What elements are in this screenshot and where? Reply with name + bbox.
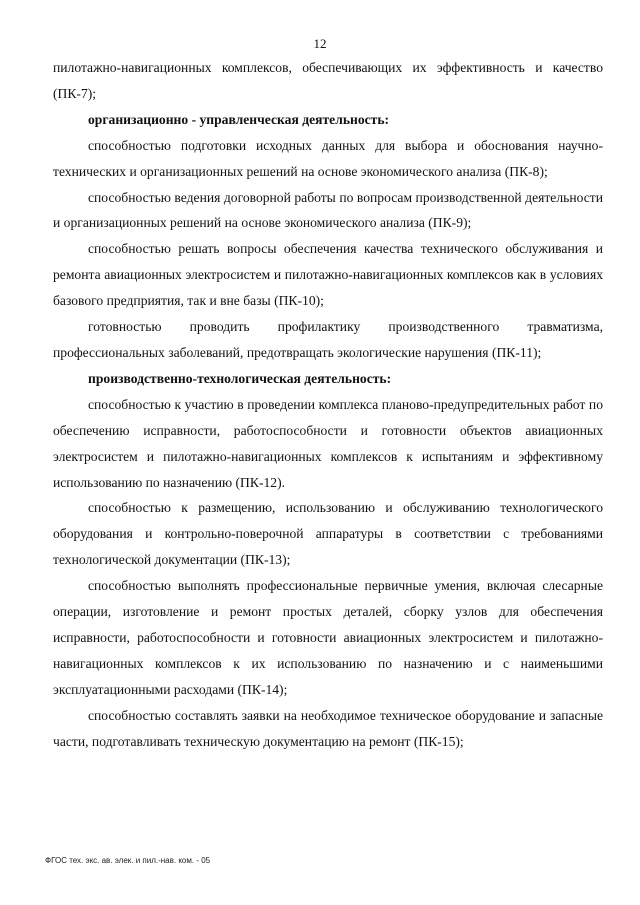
section-heading-organizational: организационно - управленческая деятельность: xyxy=(88,111,390,127)
competency-pk-11: готовностью проводить профилактику производственного травматизма, профессиональных заболеваний, предотвращать экологические нарушения (ПК-11); xyxy=(53,319,603,360)
competency-pk-13: способностью к размещению, использованию и обслуживанию технологического оборудования и контрольно-поверочной аппаратуры в соответствии с требованиями технологической документации (ПК-13); xyxy=(53,500,603,568)
page-footer: ФГОС тех. экс. ав. элек. и пил.-нав. ком. - 05 xyxy=(45,856,211,865)
competency-pk-9: способностью ведения договорной работы по вопросам производственной деятельности и организационных решений на основе экономического анализа (ПК-9); xyxy=(53,189,603,231)
paragraph-continuation: пилотажно-навигационных комплексов, обеспечивающих их эффективность и качество (ПК-7); xyxy=(53,60,603,101)
document-body xyxy=(53,55,603,754)
competency-pk-12: способностью к участию в проведении комплекса планово-предупредительных работ по обеспечению исправности, работоспособности и готовности объектов авиационных электросистем и пилотажно-навигационных комплексов к испытаниям и эффективному использованию по назначению (ПК-12). xyxy=(53,396,603,490)
competency-pk-8: способностью подготовки исходных данных для выбора и обоснования научно-технических и организационных решений на основе экономического анализа (ПК-8); xyxy=(53,137,603,179)
page-number: 12 xyxy=(313,36,327,51)
section-heading-production: производственно-технологическая деятельность: xyxy=(88,370,392,386)
competency-pk-14: способностью выполнять профессиональные первичные умения, включая слесарные операции, изготовление и ремонт простых деталей, сборку узлов для обеспечения исправности, работоспособности и готовности авиационных электросистем и пилотажно-навигационных комплексов к их использованию по назначению и с наименьшими эксплуатационными расходами (ПК-14); xyxy=(53,578,603,697)
competency-pk-15: способностью составлять заявки на необходимое техническое оборудование и запасные части, подготавливать техническую документацию на ремонт (ПК-15); xyxy=(53,707,603,749)
competency-pk-10: способностью решать вопросы обеспечения качества технического обслуживания и ремонта авиационных электросистем и пилотажно-навигационных комплексов как в условиях базового предприятия, так и вне базы (ПК-10); xyxy=(53,241,603,309)
